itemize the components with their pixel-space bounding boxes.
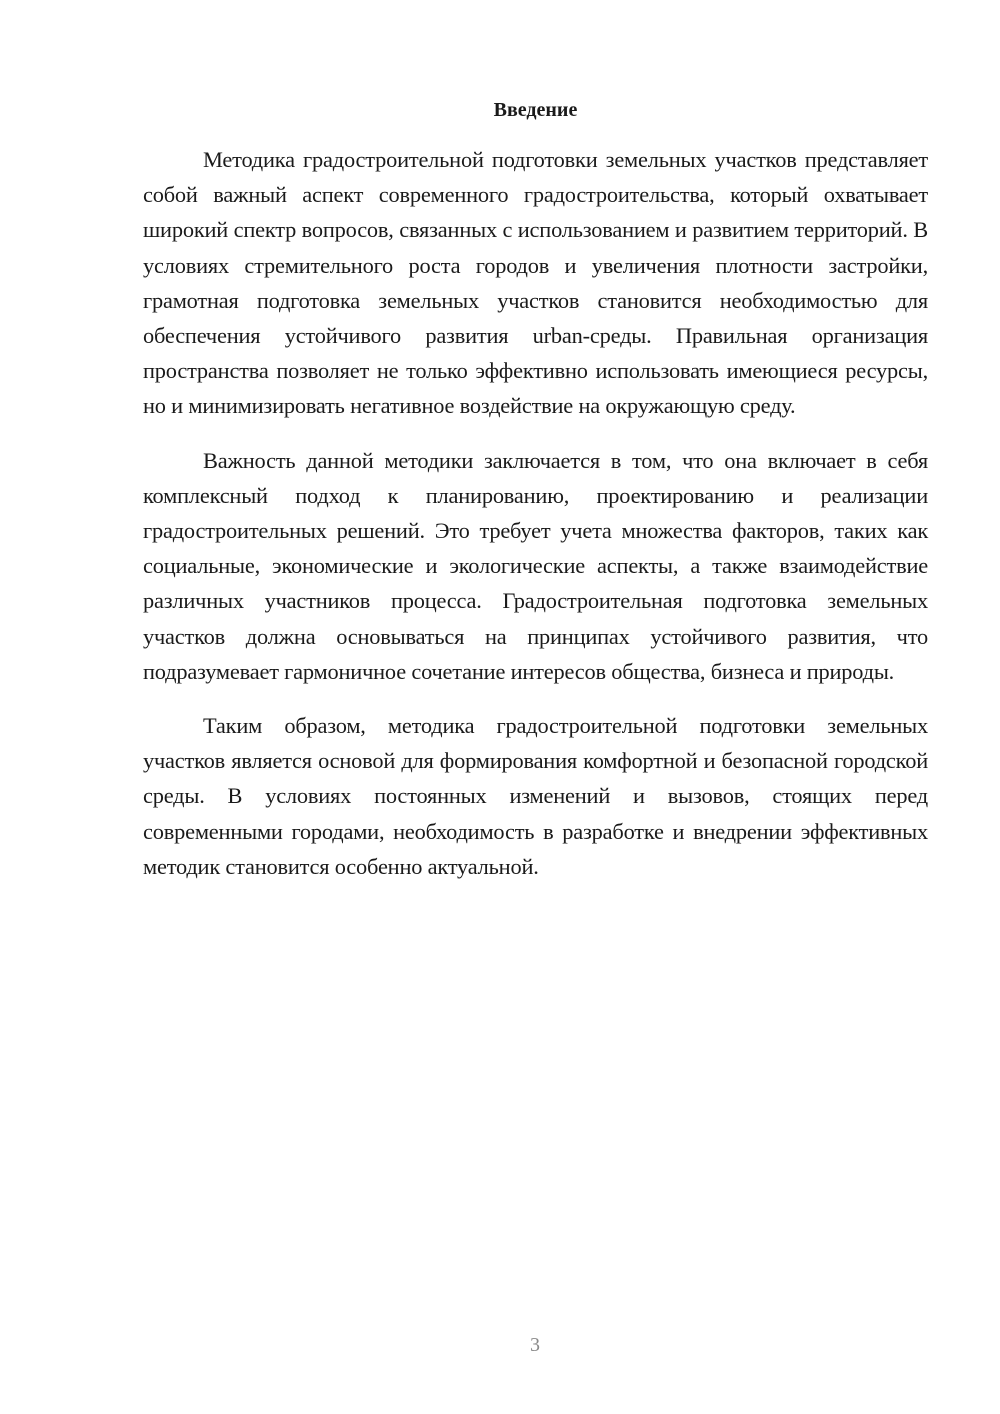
paragraph-1: Методика градостроительной подготовки земельных участков представляет собой важный аспект современного градостроительства, который охватывает широкий спектр вопросов, связанных с использованием и развитием территорий. В условиях стремительного роста городов и увеличения плотности застройки, грамотная подготовка земельных участков становится необходимостью для обеспечения устойчивого развития urban-среды. Правильная организация пространства позволяет не только эффективно использовать имеющиеся ресурсы, но и минимизировать негативное воздействие на окружающую среду. — [143, 147, 928, 419]
document-body — [143, 142, 928, 903]
section-title: Введение — [493, 99, 578, 121]
paragraph-3: Таким образом, методика градостроительной подготовки земельных участков является основой для формирования комфортной и безопасной городской среды. В условиях постоянных изменений и вызовов, стоящих перед современными городами, необходимость в разработке и внедрении эффективных методик становится особенно актуальной. — [143, 713, 928, 879]
page-number: 3 — [530, 1334, 540, 1356]
paragraph-2: Важность данной методики заключается в том, что она включает в себя комплексный подход к планированию, проектированию и реализации градостроительных решений. Это требует учета множества факторов, таких как социальные, экономические и экологические аспекты, а также взаимодействие различных участников процесса. Градостроительная подготовка земельных участков должна основываться на принципах устойчивого развития, что подразумевает гармоничное сочетание интересов общества, бизнеса и природы. — [143, 447, 928, 684]
